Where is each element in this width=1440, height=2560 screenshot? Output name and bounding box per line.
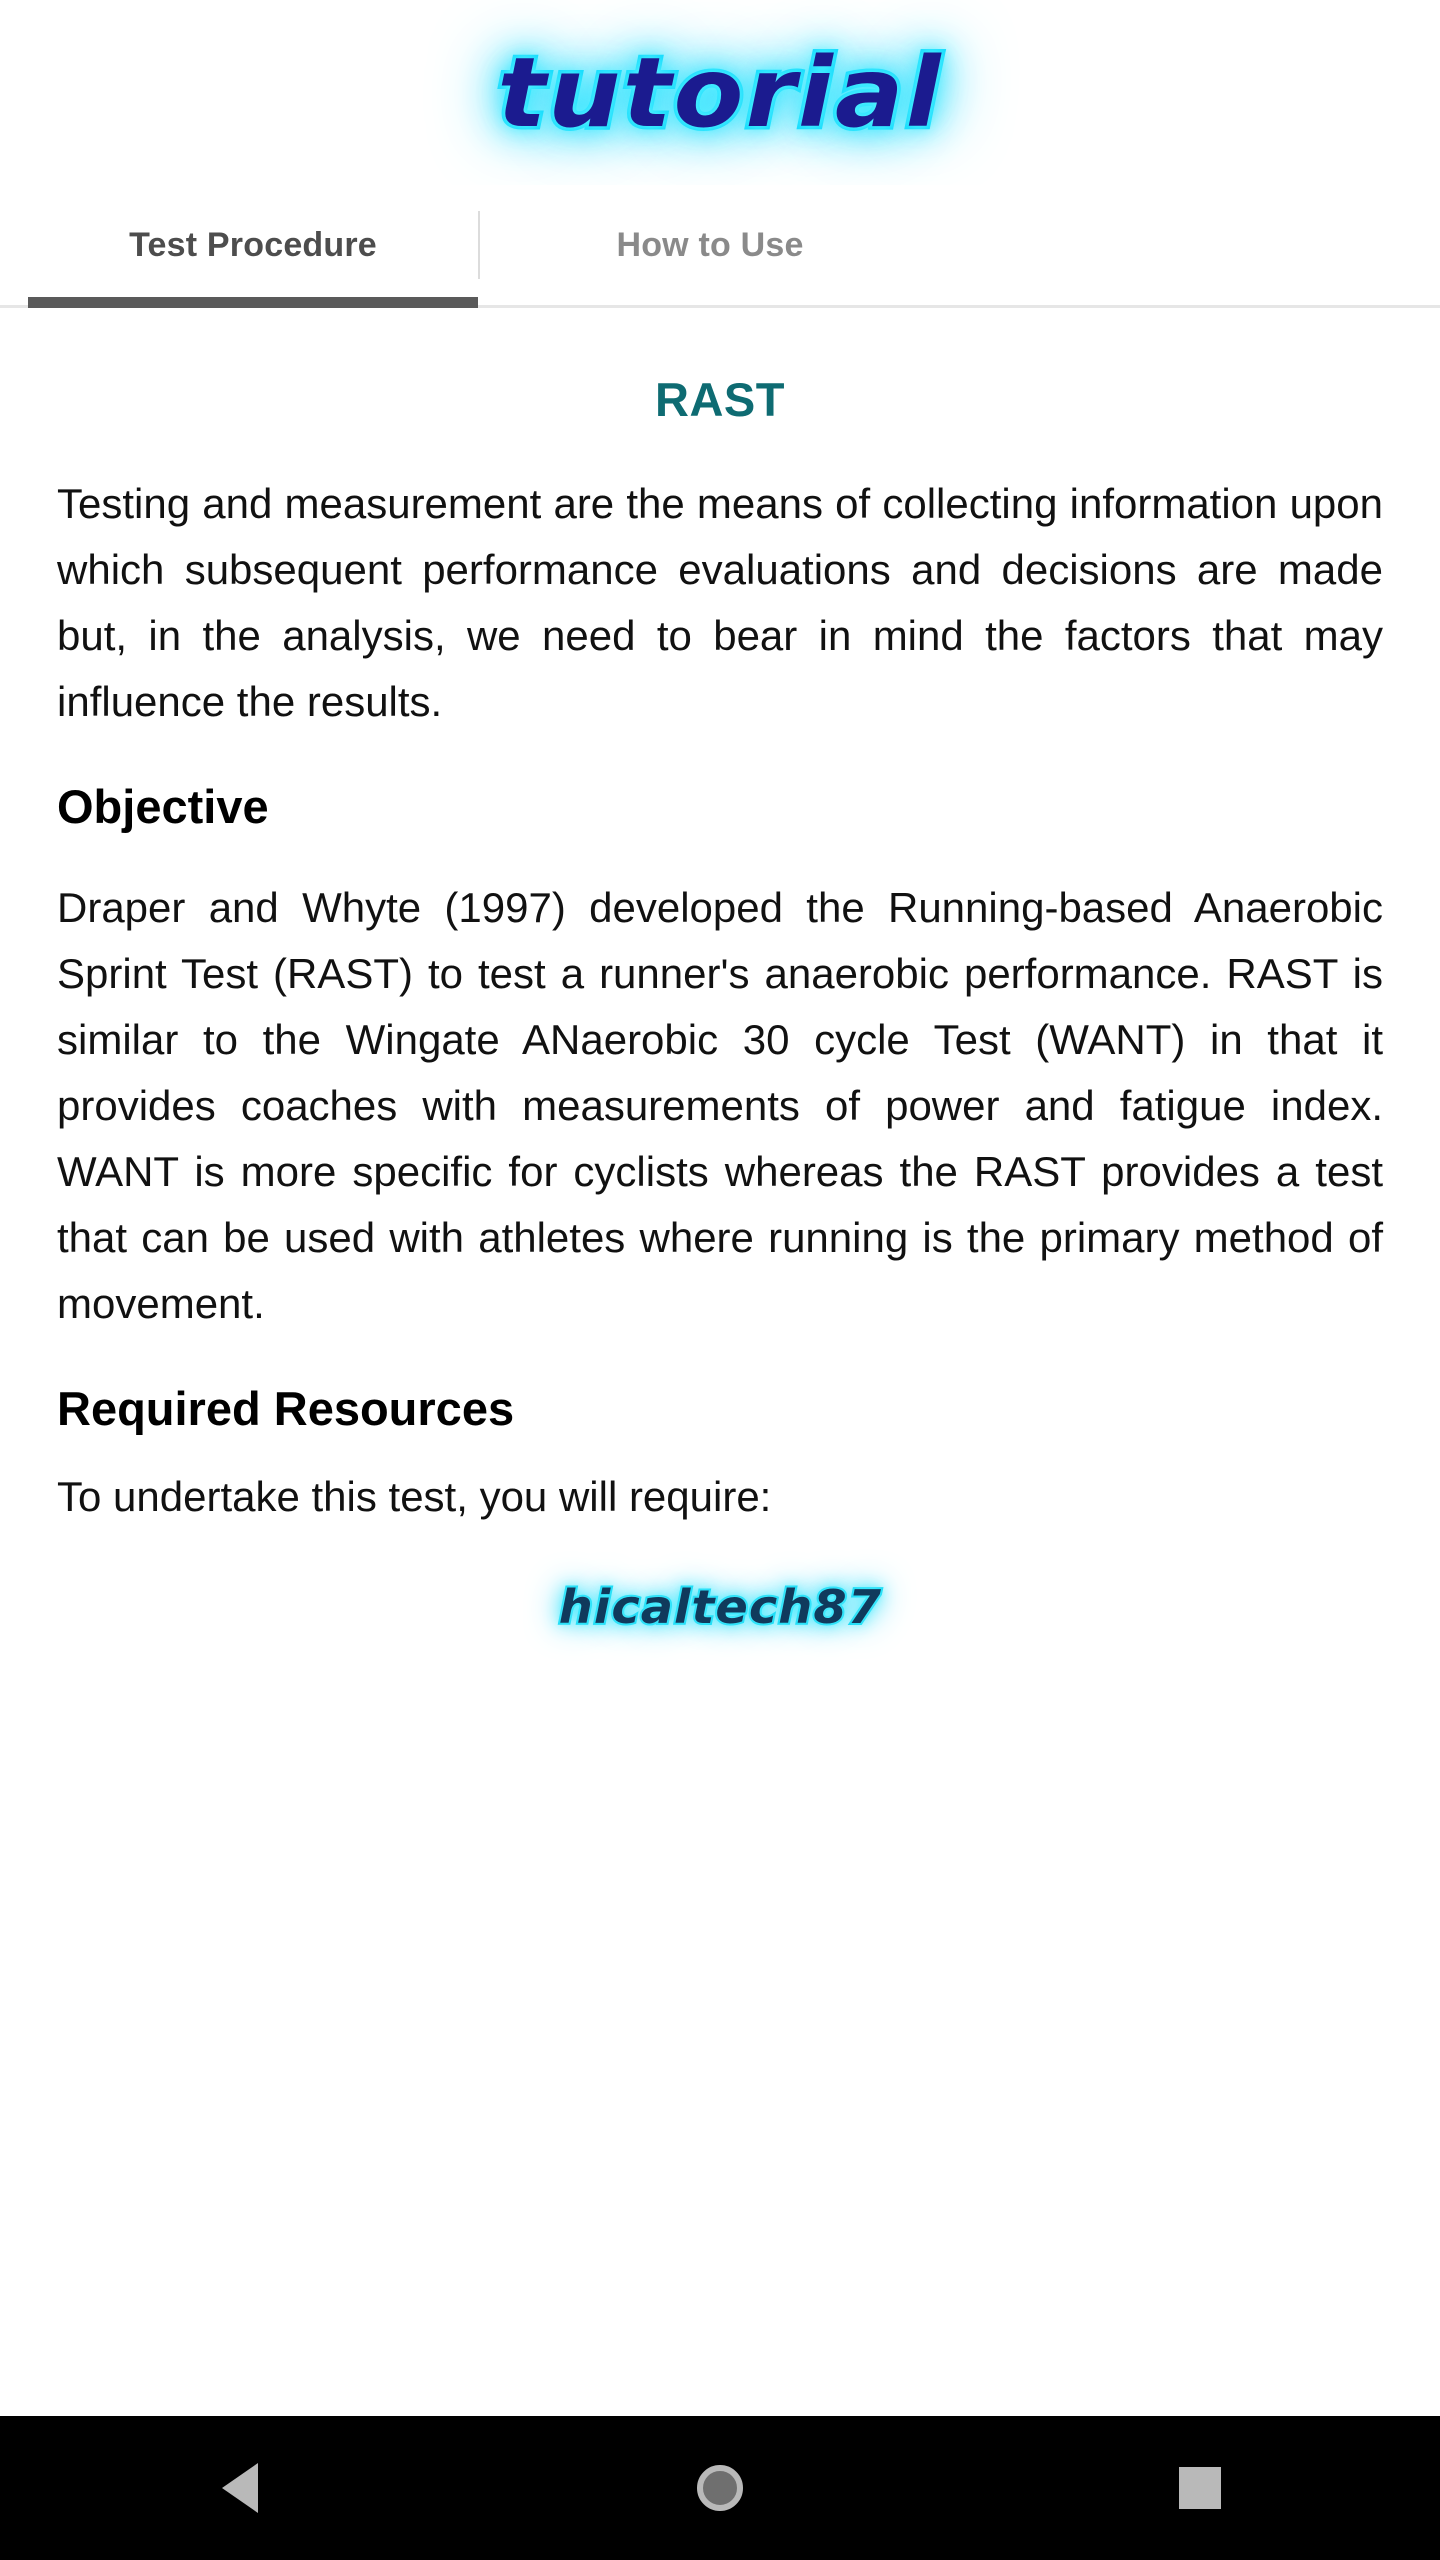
nav-home-button[interactable] — [650, 2416, 790, 2560]
back-triangle-icon — [222, 2463, 258, 2513]
tab-bar — [0, 185, 1440, 308]
tab-test-procedure[interactable] — [28, 185, 478, 305]
tab-how-to-use[interactable] — [480, 185, 940, 305]
recents-square-icon — [1179, 2467, 1221, 2509]
watermark-text: hicaltech87 — [558, 1580, 882, 1635]
section-heading-objective: Objective — [57, 780, 269, 833]
section-heading-required-resources: Required Resources — [57, 1381, 515, 1435]
nav-back-button[interactable] — [170, 2416, 310, 2560]
section-body-objective: Draper and Whyte (1997) developed the Running-based Anaerobic Sprint Test (RAST) to test a runner's anaerobic performance. RAST is similar to the Wingate ANaerobic 30 cycle Test (WANT) in that it provides coaches with measurements of power and fatigue index. WANT is more specific for cyclists whereas the RAST provides a test that can be used with athletes where running is the primary method of movement. — [57, 883, 1383, 1327]
intro-paragraph: Testing and measurement are the means of collecting information upon which subsequent performance evaluations and decisions are made but, in the analysis, we need to bear in mind the factors that may influence the results. — [57, 480, 1383, 725]
home-circle-icon — [697, 2465, 743, 2511]
section-body-required-resources: To undertake this test, you will require: — [57, 1473, 772, 1521]
nav-recents-button[interactable] — [1130, 2416, 1270, 2560]
watermark — [57, 1580, 1383, 1634]
android-navigation-bar — [0, 2416, 1440, 2560]
app-logo-text: tutorial — [497, 36, 943, 149]
app-logo — [497, 36, 943, 149]
tab-test-procedure-label: Test Procedure — [129, 225, 377, 264]
tab-how-to-use-label: How to Use — [616, 225, 804, 264]
app-header — [0, 0, 1440, 185]
page-title: RAST — [655, 373, 785, 426]
content-scroll-area[interactable] — [0, 308, 1440, 2560]
